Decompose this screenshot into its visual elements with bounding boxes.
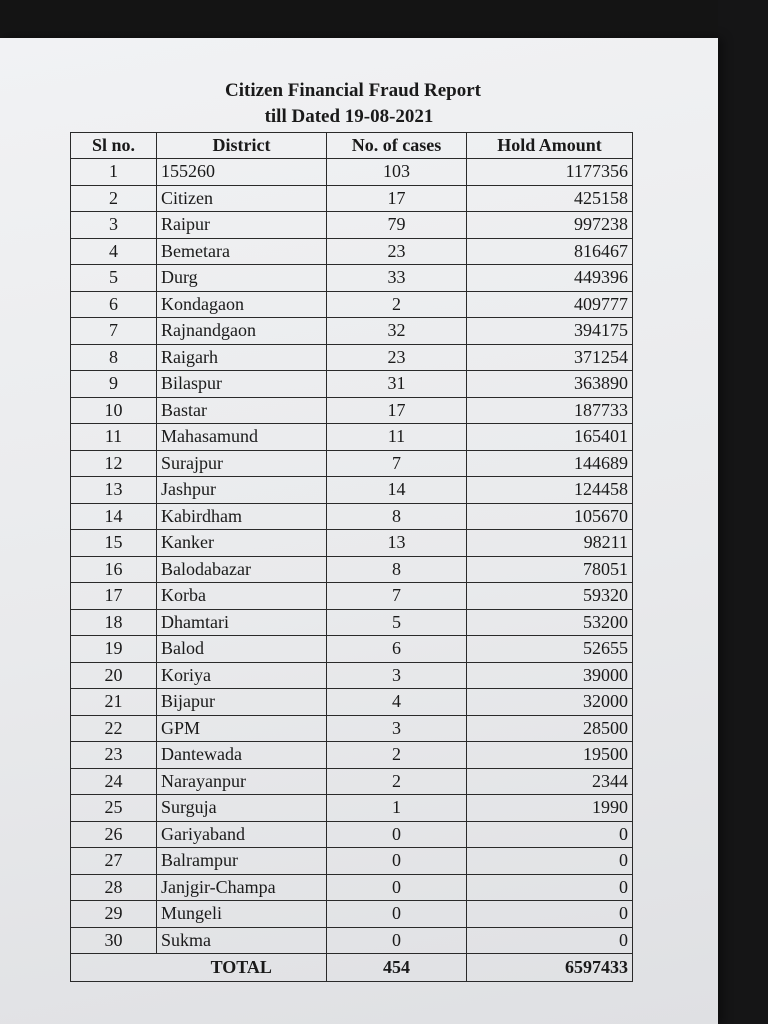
row-district: Durg	[157, 265, 327, 292]
table-row	[71, 556, 633, 583]
table-row	[71, 344, 633, 371]
row-cases: 0	[327, 927, 467, 954]
table-row	[71, 265, 633, 292]
row-hold-amount: 105670	[467, 503, 633, 530]
row-sl-no: 3	[71, 212, 157, 239]
row-sl-no: 18	[71, 609, 157, 636]
row-hold-amount: 1990	[467, 795, 633, 822]
row-hold-amount: 78051	[467, 556, 633, 583]
row-hold-amount: 144689	[467, 450, 633, 477]
row-sl-no: 27	[71, 848, 157, 875]
row-sl-no: 23	[71, 742, 157, 769]
header-row	[71, 133, 633, 159]
row-sl-no: 6	[71, 291, 157, 318]
row-district: Citizen	[157, 185, 327, 212]
row-district: Mungeli	[157, 901, 327, 928]
row-district: Gariyaband	[157, 821, 327, 848]
row-hold-amount: 997238	[467, 212, 633, 239]
row-sl-no: 15	[71, 530, 157, 557]
row-sl-no: 16	[71, 556, 157, 583]
row-district: Kanker	[157, 530, 327, 557]
row-district: Balod	[157, 636, 327, 663]
table-row	[71, 662, 633, 689]
report-date: till Dated 19-08-2021	[264, 106, 434, 127]
row-district: Narayanpur	[157, 768, 327, 795]
row-district: Bemetara	[157, 238, 327, 265]
row-sl-no: 8	[71, 344, 157, 371]
header-hold-amount: Hold Amount	[467, 133, 633, 159]
table-row	[71, 450, 633, 477]
row-sl-no: 26	[71, 821, 157, 848]
table-row	[71, 768, 633, 795]
table-row	[71, 238, 633, 265]
row-district: Balrampur	[157, 848, 327, 875]
row-district: Jashpur	[157, 477, 327, 504]
row-sl-no: 25	[71, 795, 157, 822]
table-row	[71, 901, 633, 928]
row-hold-amount: 0	[467, 848, 633, 875]
row-sl-no: 5	[71, 265, 157, 292]
row-district: Sukma	[157, 927, 327, 954]
row-hold-amount: 363890	[467, 371, 633, 398]
table-row	[71, 159, 633, 186]
row-sl-no: 17	[71, 583, 157, 610]
row-sl-no: 28	[71, 874, 157, 901]
header-sl-no: Sl no.	[71, 133, 157, 159]
row-hold-amount: 0	[467, 821, 633, 848]
row-sl-no: 10	[71, 397, 157, 424]
row-sl-no: 14	[71, 503, 157, 530]
table-row	[71, 848, 633, 875]
row-sl-no: 12	[71, 450, 157, 477]
fraud-report-table	[70, 132, 633, 982]
row-district: Dhamtari	[157, 609, 327, 636]
header-district: District	[157, 133, 327, 159]
row-cases: 7	[327, 450, 467, 477]
row-cases: 8	[327, 556, 467, 583]
row-district: Kabirdham	[157, 503, 327, 530]
row-hold-amount: 187733	[467, 397, 633, 424]
row-district: Dantewada	[157, 742, 327, 769]
row-district: Korba	[157, 583, 327, 610]
row-cases: 13	[327, 530, 467, 557]
row-cases: 7	[327, 583, 467, 610]
row-sl-no: 13	[71, 477, 157, 504]
row-hold-amount: 165401	[467, 424, 633, 451]
total-cases: 454	[327, 954, 467, 982]
row-cases: 17	[327, 397, 467, 424]
table-row	[71, 689, 633, 716]
row-cases: 2	[327, 768, 467, 795]
row-cases: 23	[327, 344, 467, 371]
row-hold-amount: 0	[467, 874, 633, 901]
row-cases: 1	[327, 795, 467, 822]
total-label: TOTAL	[157, 954, 327, 982]
row-sl-no: 1	[71, 159, 157, 186]
row-cases: 0	[327, 874, 467, 901]
row-cases: 6	[327, 636, 467, 663]
row-district: Koriya	[157, 662, 327, 689]
row-district: Rajnandgaon	[157, 318, 327, 345]
table-row	[71, 424, 633, 451]
row-district: Surguja	[157, 795, 327, 822]
row-sl-no: 21	[71, 689, 157, 716]
table-row	[71, 821, 633, 848]
row-district: Mahasamund	[157, 424, 327, 451]
row-sl-no: 4	[71, 238, 157, 265]
row-cases: 3	[327, 662, 467, 689]
row-sl-no: 20	[71, 662, 157, 689]
row-cases: 17	[327, 185, 467, 212]
row-cases: 79	[327, 212, 467, 239]
row-hold-amount: 32000	[467, 689, 633, 716]
row-hold-amount: 394175	[467, 318, 633, 345]
row-cases: 3	[327, 715, 467, 742]
header-cases: No. of cases	[327, 133, 467, 159]
row-cases: 2	[327, 291, 467, 318]
row-sl-no: 7	[71, 318, 157, 345]
row-sl-no: 30	[71, 927, 157, 954]
row-district: Raipur	[157, 212, 327, 239]
table-body	[71, 159, 633, 954]
table-row	[71, 583, 633, 610]
row-sl-no: 19	[71, 636, 157, 663]
table-row	[71, 397, 633, 424]
row-cases: 103	[327, 159, 467, 186]
row-sl-no: 24	[71, 768, 157, 795]
row-district: Raigarh	[157, 344, 327, 371]
row-hold-amount: 59320	[467, 583, 633, 610]
row-district: Bijapur	[157, 689, 327, 716]
row-hold-amount: 0	[467, 927, 633, 954]
row-district: Kondagaon	[157, 291, 327, 318]
table-row	[71, 609, 633, 636]
row-district: 155260	[157, 159, 327, 186]
row-hold-amount: 98211	[467, 530, 633, 557]
row-cases: 33	[327, 265, 467, 292]
row-hold-amount: 124458	[467, 477, 633, 504]
row-district: Bilaspur	[157, 371, 327, 398]
row-hold-amount: 816467	[467, 238, 633, 265]
row-hold-amount: 371254	[467, 344, 633, 371]
row-hold-amount: 28500	[467, 715, 633, 742]
row-hold-amount: 425158	[467, 185, 633, 212]
table-row	[71, 927, 633, 954]
table-row	[71, 636, 633, 663]
row-district: Janjgir-Champa	[157, 874, 327, 901]
row-sl-no: 9	[71, 371, 157, 398]
table-row	[71, 742, 633, 769]
table-row	[71, 874, 633, 901]
row-cases: 0	[327, 821, 467, 848]
total-sl-cell	[71, 954, 157, 982]
row-cases: 14	[327, 477, 467, 504]
row-district: Balodabazar	[157, 556, 327, 583]
table-row	[71, 795, 633, 822]
row-cases: 11	[327, 424, 467, 451]
table-row	[71, 503, 633, 530]
row-cases: 5	[327, 609, 467, 636]
row-cases: 0	[327, 848, 467, 875]
report-title: Citizen Financial Fraud Report	[225, 80, 481, 101]
table-row	[71, 715, 633, 742]
table-row	[71, 477, 633, 504]
row-hold-amount: 53200	[467, 609, 633, 636]
row-cases: 23	[327, 238, 467, 265]
total-row	[71, 954, 633, 982]
table-row	[71, 318, 633, 345]
row-hold-amount: 19500	[467, 742, 633, 769]
table-row	[71, 185, 633, 212]
row-cases: 31	[327, 371, 467, 398]
row-sl-no: 29	[71, 901, 157, 928]
row-cases: 0	[327, 901, 467, 928]
row-hold-amount: 39000	[467, 662, 633, 689]
row-sl-no: 22	[71, 715, 157, 742]
table-row	[71, 530, 633, 557]
row-hold-amount: 449396	[467, 265, 633, 292]
background-shadow	[718, 0, 768, 1024]
row-hold-amount: 1177356	[467, 159, 633, 186]
row-cases: 2	[327, 742, 467, 769]
total-amount: 6597433	[467, 954, 633, 982]
table-row	[71, 291, 633, 318]
row-cases: 8	[327, 503, 467, 530]
row-district: Surajpur	[157, 450, 327, 477]
row-hold-amount: 409777	[467, 291, 633, 318]
row-hold-amount: 0	[467, 901, 633, 928]
row-district: Bastar	[157, 397, 327, 424]
row-cases: 32	[327, 318, 467, 345]
row-hold-amount: 52655	[467, 636, 633, 663]
row-district: GPM	[157, 715, 327, 742]
table-row	[71, 371, 633, 398]
row-cases: 4	[327, 689, 467, 716]
row-hold-amount: 2344	[467, 768, 633, 795]
row-sl-no: 2	[71, 185, 157, 212]
row-sl-no: 11	[71, 424, 157, 451]
table-row	[71, 212, 633, 239]
